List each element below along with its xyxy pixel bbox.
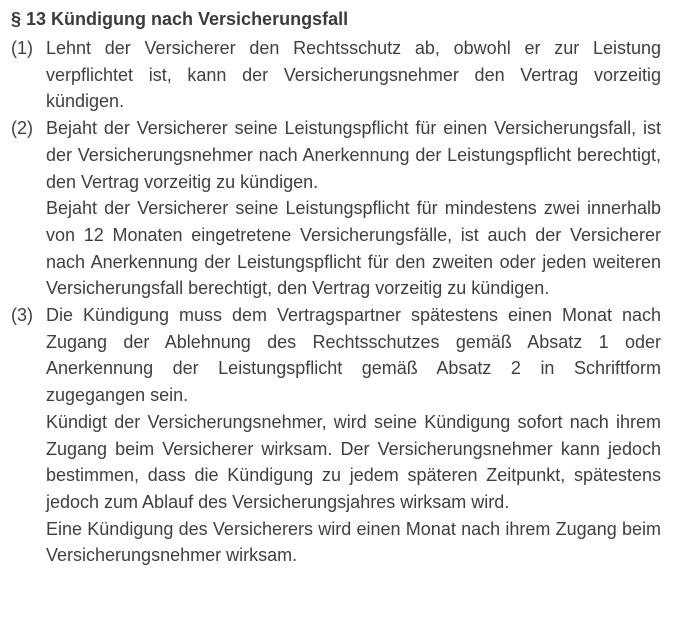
paragraph-3 (11, 302, 661, 569)
paragraph-body (46, 302, 661, 569)
paragraph-body (46, 115, 661, 302)
paragraph-text: Bejaht der Versicherer seine Leistungspflicht für mindestens zwei innerhalb von 12 Monaten eingetretene Versicherungsfälle, ist auch der Versicherer nach Anerkennung der Leistungspflicht für den zweiten oder jeden weiteren Versicherungsfall berechtigt, den Vertrag vorzeitig zu kündigen. (46, 198, 661, 299)
paragraph-text: Eine Kündigung des Versicherers wird einen Monat nach ihrem Zugang beim Versicherungsnehmer wirksam. (46, 518, 661, 566)
paragraph-text: Bejaht der Versicherer seine Leistungspflicht für einen Versicherungsfall, ist der Versicherungsnehmer nach Anerkennung der Leistungspflicht berechtigt, den Vertrag vorzeitig zu kündigen. (46, 118, 661, 192)
paragraph-number: (3) (11, 305, 33, 326)
paragraph-2 (11, 115, 661, 302)
paragraph-number: (2) (11, 118, 33, 139)
paragraph-text: Lehnt der Versicherer den Rechtsschutz ab, obwohl er zur Leistung verpflichtet ist, kann der Versicherungsnehmer den Vertrag vorzeitig kündigen. (46, 38, 661, 112)
paragraph-number: (1) (11, 38, 33, 58)
paragraph-text: Kündigt der Versicherungsnehmer, wird seine Kündigung sofort nach ihrem Zugang beim Versicherer wirksam. Der Versicherungsnehmer kann jedoch bestimmen, dass die Kündigung zu jedem späteren Zeitpunkt, spätestens jedoch zum Ablauf des Versicherungsjahres wirksam wird. (46, 411, 661, 512)
paragraph-text: Die Kündigung muss dem Vertragspartner spätestens einen Monat nach Zugang der Ablehnung des Rechtsschutzes gemäß Absatz 1 oder Anerkennung der Leistungspflicht gemäß Absatz 2 in Schriftform zugegangen sein. (46, 305, 661, 406)
section-heading: § 13 Kündigung nach Versicherungsfall (11, 9, 349, 29)
paragraph-body (46, 35, 661, 115)
paragraph-1 (11, 35, 661, 115)
